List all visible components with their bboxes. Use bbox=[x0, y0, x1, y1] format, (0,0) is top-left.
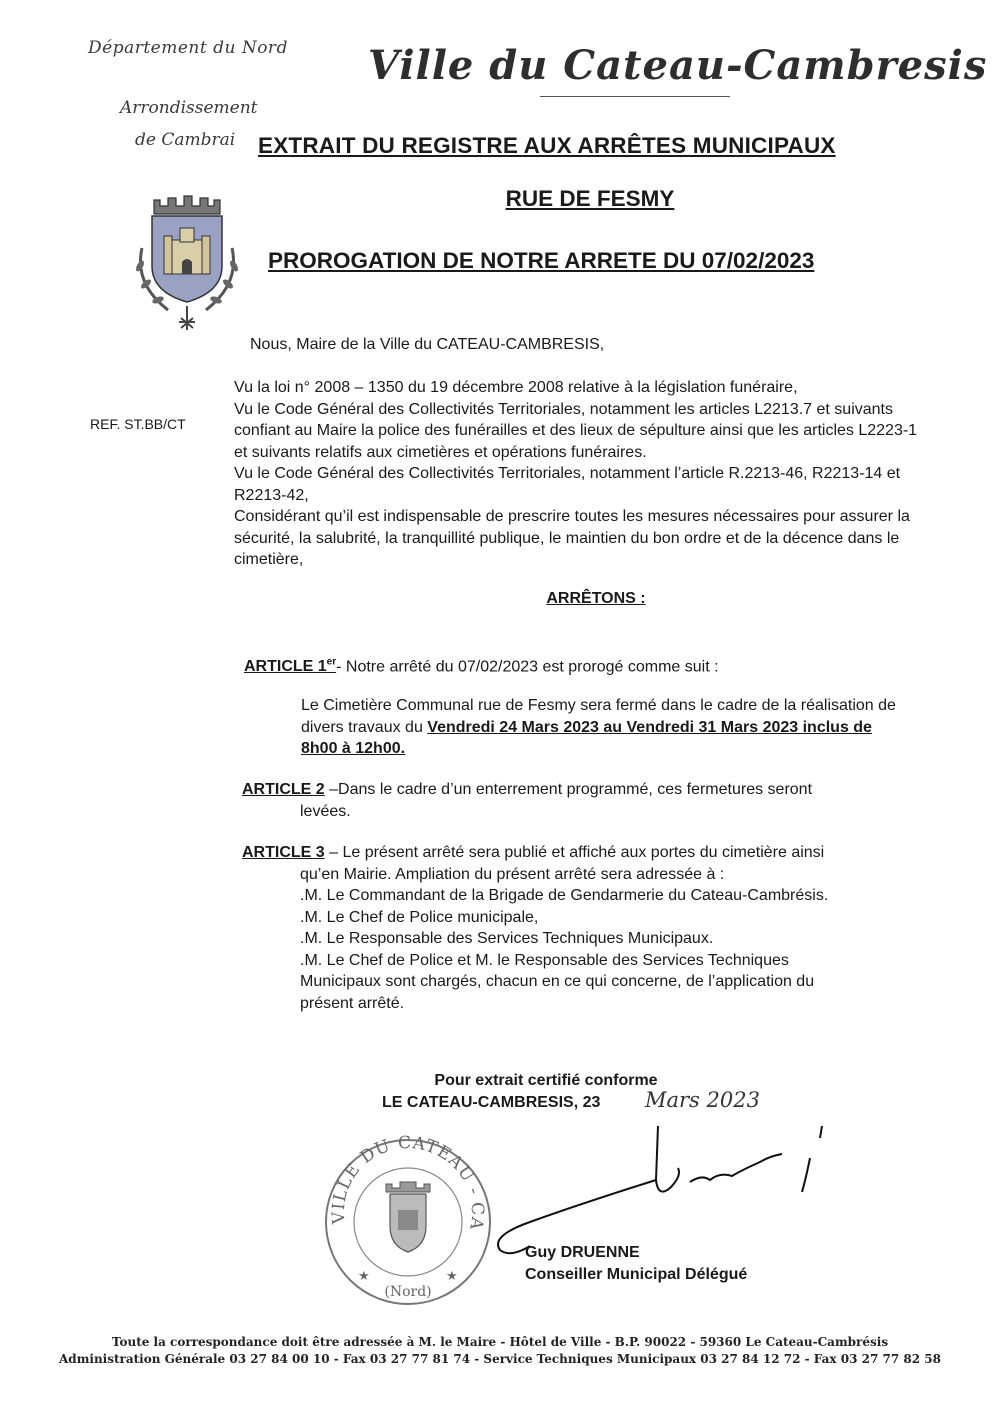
article-1-body: Le Cimetière Communal rue de Fesmy sera fermé dans le cadre de la réalisation de divers travaux du Vendredi 24 Mars 2023 au Vendredi 31 Mars 2023 inclus de 8h00 à 12h00. bbox=[301, 697, 896, 757]
intro-text: Nous, Maire de la Ville du CATEAU-CAMBRESIS, bbox=[250, 336, 605, 353]
arrondissement-label: Arrondissement bbox=[120, 98, 258, 118]
article-3-line: .M. Le Chef de Police municipale, bbox=[300, 908, 539, 926]
article-3-line: Municipaux sont chargés, chacun en ce qui concerne, de l’application du bbox=[300, 973, 815, 990]
subject-title: PROROGATION DE NOTRE ARRETE DU 07/02/2023 bbox=[268, 248, 815, 273]
register-title: EXTRAIT DU REGISTRE AUX ARRÊTES MUNICIPAUX bbox=[258, 133, 836, 158]
svg-text:★: ★ bbox=[446, 1268, 458, 1283]
coat-of-arms-icon bbox=[128, 188, 240, 338]
consideration-item: Vu le Code Général des Collectivités Territoriales, notamment l’article R.2213-46, R2213-14 et R2213-42, bbox=[234, 465, 901, 504]
article-3-label: ARTICLE 3 bbox=[242, 844, 325, 861]
city-underline bbox=[540, 96, 730, 97]
article-3-text: – Le présent arrêté sera publié et affiché aux portes du cimetière ainsi bbox=[324, 844, 825, 861]
svg-text:★: ★ bbox=[358, 1268, 370, 1283]
article-2-label: ARTICLE 2 bbox=[242, 781, 325, 798]
article-3-line: .M. Le Chef de Police et M. le Responsable des Services Techniques bbox=[300, 951, 789, 969]
certification-line: Pour extrait certifié conforme bbox=[434, 1072, 658, 1089]
street-title: RUE DE FESMY bbox=[505, 186, 675, 211]
article-1-label: ARTICLE 1er bbox=[244, 657, 337, 676]
reference-code: REF. ST.BB/CT bbox=[90, 416, 186, 432]
city-name: Ville du Cateau-Cambresis bbox=[368, 42, 988, 89]
article-1-text: - Notre arrêté du 07/02/2023 est prorogé comme suit : bbox=[336, 658, 719, 676]
considerations bbox=[234, 377, 924, 571]
article-2-text: –Dans le cadre d’un enterrement programmé, ces fermetures seront bbox=[324, 781, 813, 798]
footer bbox=[0, 1334, 1000, 1368]
svg-text:(Nord): (Nord) bbox=[384, 1284, 432, 1300]
consideration-item: Vu le Code Général des Collectivités Territoriales, notamment les articles L2213.7 et suivants confiant au Maire la police des funérailles et des lieux de sépulture ainsi que les articles L2223-1 et suivants relatifs aux cimetières et opérations funéraires. bbox=[234, 400, 918, 461]
arretons-heading: ARRÊTONS : bbox=[546, 590, 646, 607]
department-label: Département du Nord bbox=[88, 38, 288, 58]
svg-text:VILLE DU CATEAU - CAMBRESIS: VILLE DU CATEAU - CA bbox=[328, 1132, 488, 1233]
signer-block bbox=[525, 1242, 747, 1286]
article-2: ARTICLE 2 –Dans le cadre d’un enterrement programmé, ces fermetures seront levées. bbox=[242, 781, 813, 820]
signer-title: Conseiller Municipal Délégué bbox=[525, 1266, 748, 1283]
footer-address: Toute la correspondance doit être adressée à M. le Maire - Hôtel de Ville - B.P. 90022 - 59360 Le Cateau-Cambrésis bbox=[111, 1335, 889, 1349]
article-1-heading bbox=[244, 652, 719, 678]
certification-place-date: LE CATEAU-CAMBRESIS, 23 bbox=[382, 1094, 601, 1111]
handwritten-date: Mars 2023 bbox=[645, 1088, 760, 1112]
article-3-line: .M. Le Commandant de la Brigade de Gendarmerie du Cateau-Cambrésis. bbox=[300, 887, 829, 904]
article-3-line: .M. Le Responsable des Services Techniques Municipaux. bbox=[300, 930, 714, 947]
article-3-line: qu’en Mairie. Ampliation du présent arrêté sera adressée à : bbox=[300, 865, 725, 883]
article-3-line: présent arrêté. bbox=[300, 994, 405, 1012]
consideration-item: Considérant qu’il est indispensable de prescrire toutes les mesures nécessaires pour assurer la sécurité, la salubrité, la tranquillité publique, le maintien du bon ordre et de la décence dans le cimetière, bbox=[234, 508, 910, 568]
footer-phones: Administration Générale 03 27 84 00 10 - Fax 03 27 77 81 74 - Service Techniques Municipaux 03 27 84 12 72 - Fax 03 27 77 82 58 bbox=[59, 1352, 941, 1366]
article-3 bbox=[242, 842, 932, 1014]
arrondissement-name: de Cambrai bbox=[135, 130, 236, 150]
consideration-item: Vu la loi n° 2008 – 1350 du 19 décembre 2008 relative à la législation funéraire, bbox=[234, 379, 798, 396]
closure-dates: Vendredi 24 Mars 2023 au Vendredi 31 Mars 2023 inclus de 8h00 à 12h00. bbox=[301, 718, 872, 757]
signer-name: Guy DRUENNE bbox=[525, 1244, 640, 1261]
